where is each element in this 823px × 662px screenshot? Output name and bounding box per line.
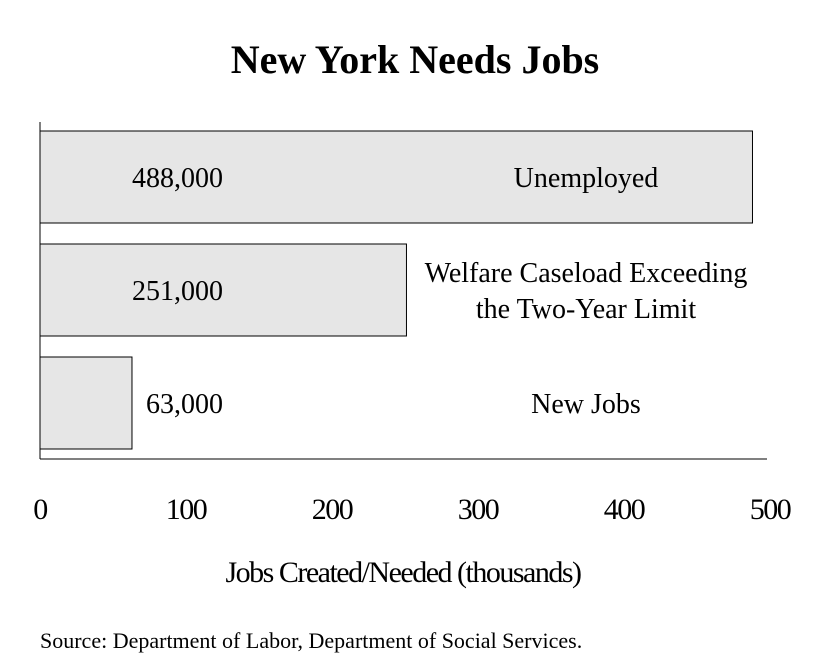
bar-value-label-2: 63,000	[146, 389, 223, 420]
bar-category-label-2: New Jobs	[531, 389, 641, 420]
bar-1	[40, 244, 406, 336]
chart-title: New York Needs Jobs	[230, 37, 600, 82]
source-note: Source: Department of Labor, Department of Social Services.	[40, 628, 583, 653]
bar-value-label-1: 251,000	[132, 276, 223, 307]
x-tick-label-0: 0	[33, 493, 47, 526]
x-tick-label-1: 100	[165, 493, 207, 526]
x-tick-label-2: 200	[311, 493, 353, 526]
bars-layer	[40, 131, 752, 449]
bar-2	[40, 357, 132, 449]
bar-category-label-0: Unemployed	[513, 163, 659, 194]
x-axis-label: Jobs Created/Needed (thousands)	[225, 556, 581, 589]
x-tick-labels	[33, 493, 791, 526]
x-tick-label-4: 400	[603, 493, 645, 526]
x-tick-label-5: 500	[749, 493, 791, 526]
bar-value-label-0: 488,000	[132, 163, 223, 194]
bar-category-label-1: Welfare Caseload Exceeding the Two-Year Limit	[424, 258, 748, 325]
x-tick-label-3: 300	[457, 493, 499, 526]
